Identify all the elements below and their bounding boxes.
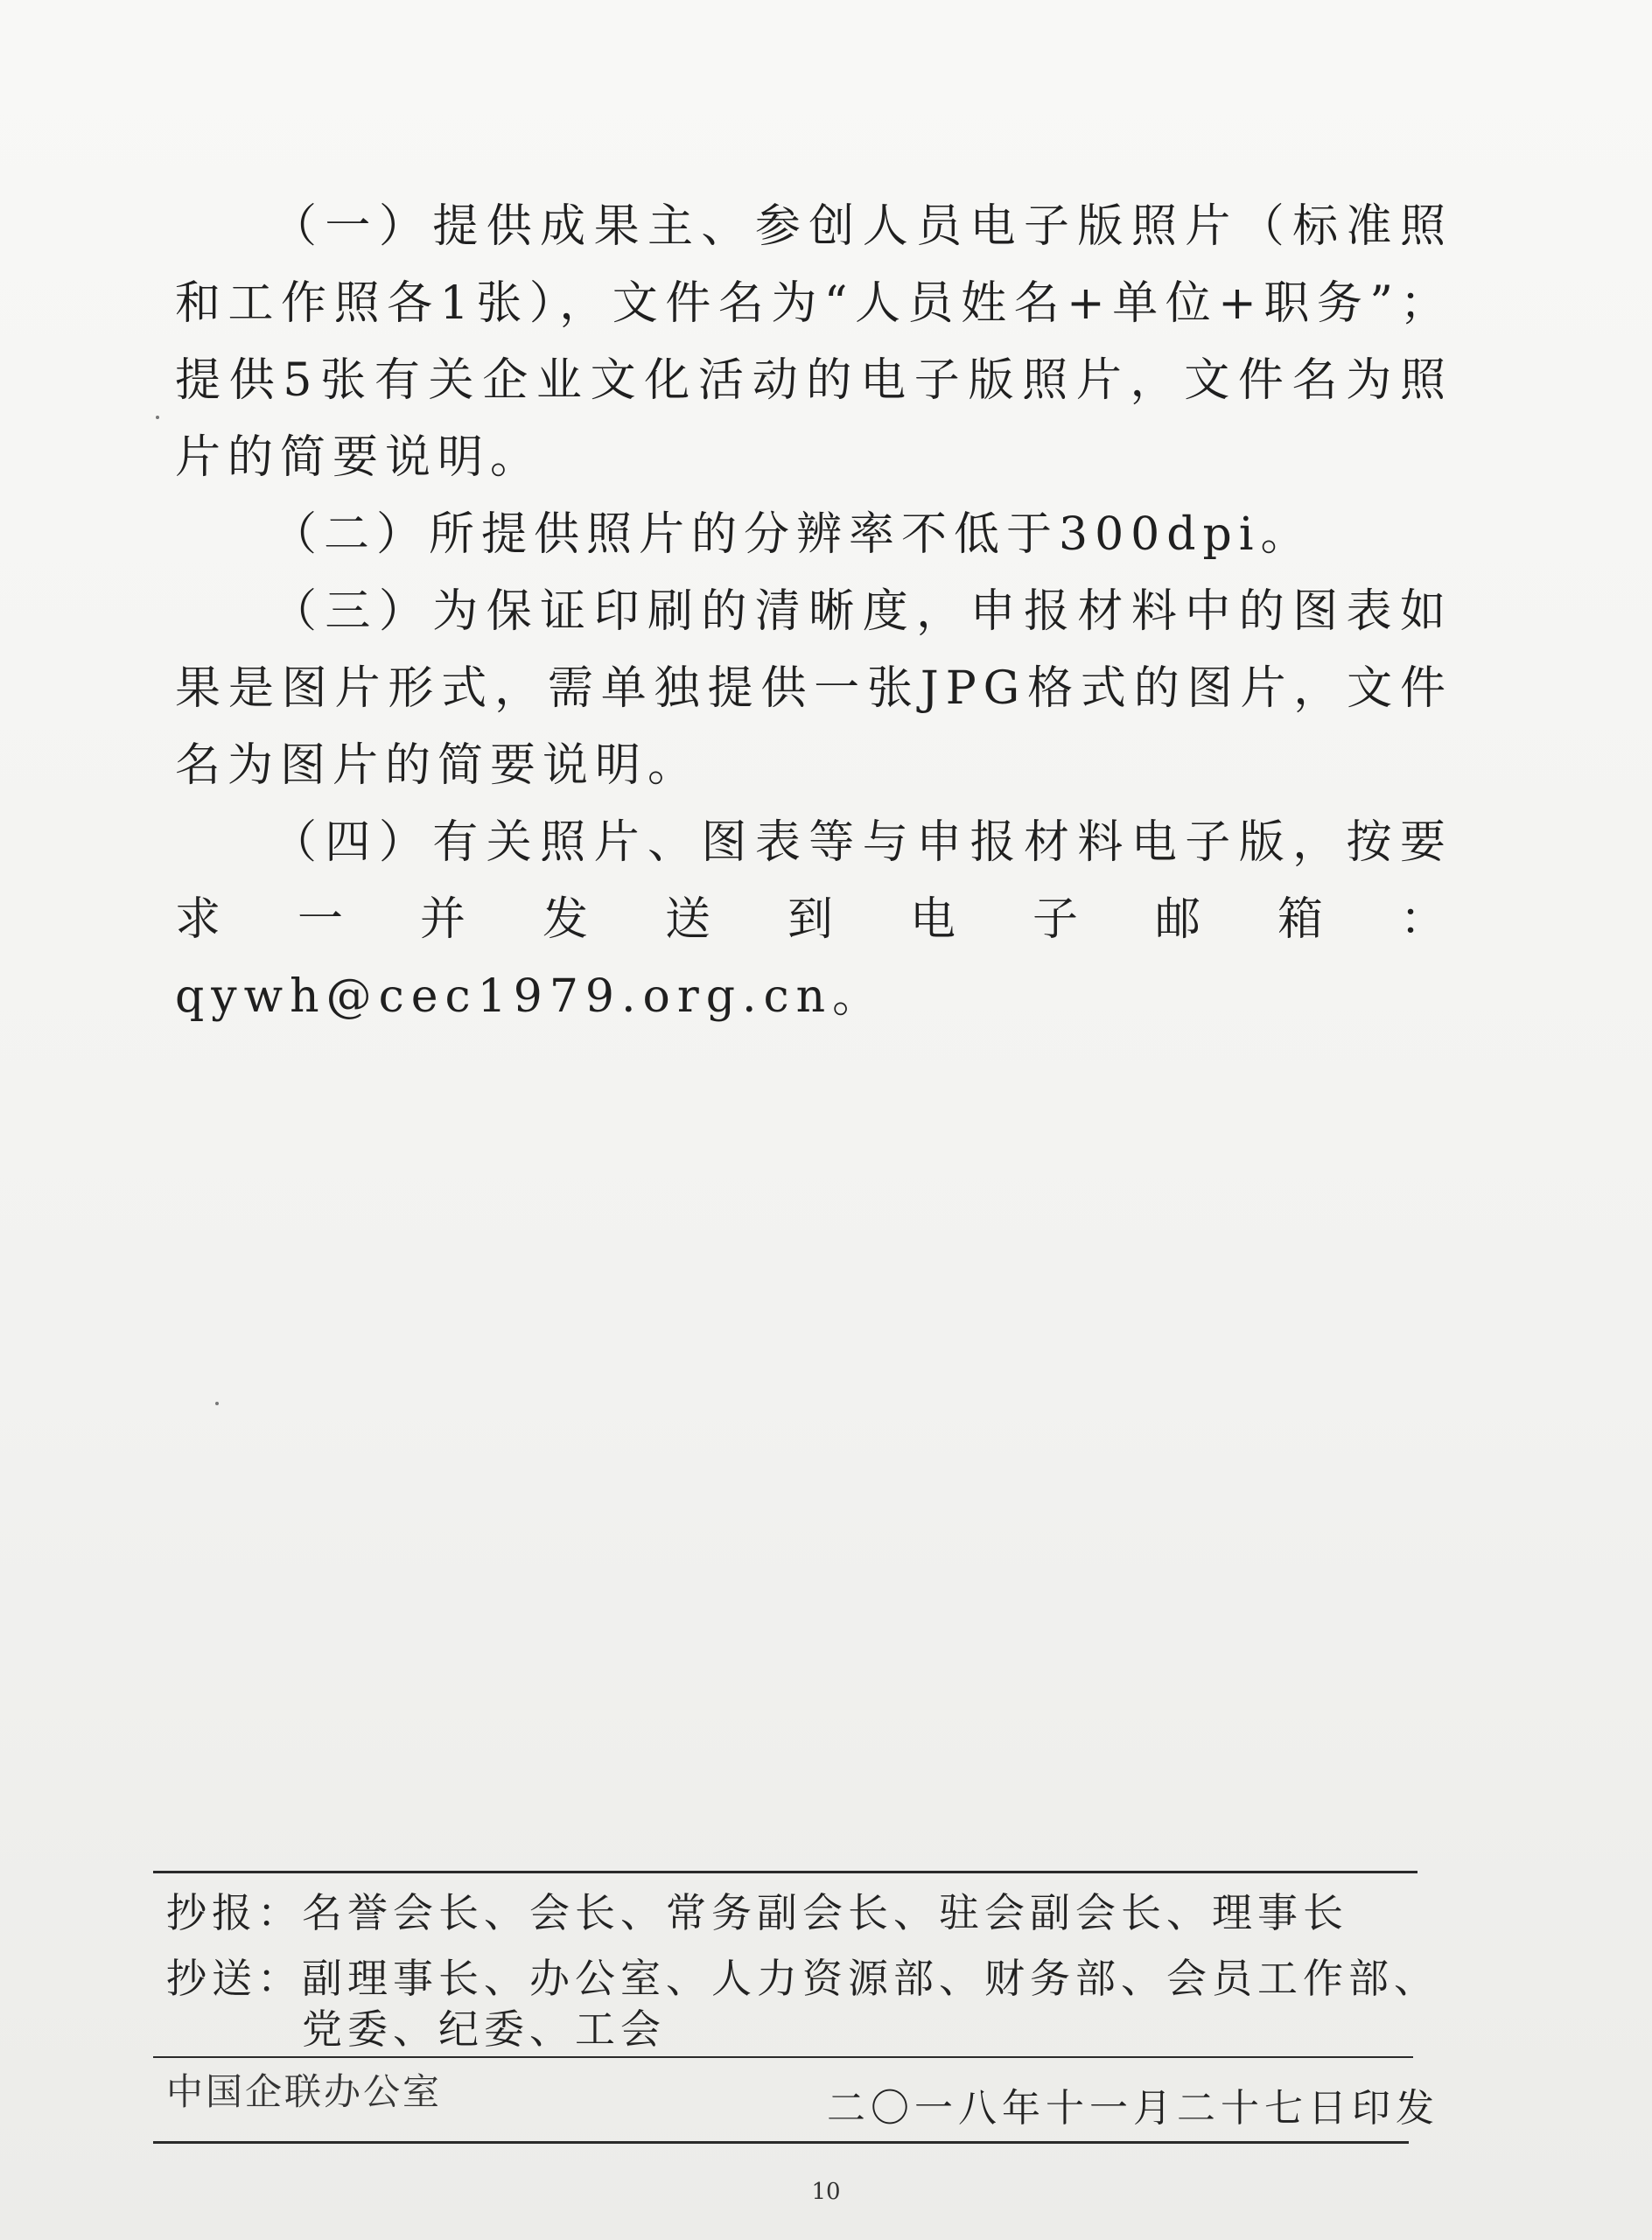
paragraph-1: （一）提供成果主、参创人员电子版照片（标准照和工作照各1张），文件名为“人员姓名+单位+职务”；提供5张有关企业文化活动的电子版照片，文件名为照片的简要说明。 bbox=[175, 200, 1452, 484]
bottom-rule bbox=[153, 2141, 1409, 2144]
issuer: 中国企联办公室 bbox=[166, 2070, 443, 2113]
body-text bbox=[175, 188, 1452, 1035]
paragraph-2: （二）所提供照片的分辨率不低于300dpi。 bbox=[271, 508, 1313, 561]
scan-speck bbox=[156, 416, 159, 419]
page-number: 10 bbox=[811, 2179, 841, 2205]
chaosong-value-continued: 党委、纪委、工会 bbox=[302, 2006, 666, 2053]
chaobao-label: 抄报： bbox=[166, 1889, 303, 1936]
chaosong-row bbox=[166, 1947, 1439, 2005]
top-rule bbox=[153, 1871, 1418, 1873]
chaobao-row bbox=[166, 1881, 1348, 1939]
paragraph-3: （三）为保证印刷的清晰度，申报材料中的图表如果是图片形式，需单独提供一张JPG格式的图片，文件名为图片的简要说明。 bbox=[175, 585, 1452, 792]
paragraph-4: （四）有关照片、图表等与申报材料电子版，按要求一并发送到电子邮箱：qywh@cec1979.org.cn。 bbox=[175, 816, 1452, 1023]
scan-speck bbox=[215, 1402, 219, 1405]
middle-rule bbox=[153, 2056, 1413, 2058]
chaobao-value: 名誉会长、会长、常务副会长、驻会副会长、理事长 bbox=[302, 1889, 1348, 1936]
chaosong-label: 抄送： bbox=[166, 1955, 303, 2002]
issue-date: 二〇一八年十一月二十七日印发 bbox=[827, 2086, 1439, 2131]
chaosong-value: 副理事长、办公室、人力资源部、财务部、会员工作部、 bbox=[302, 1955, 1439, 2002]
